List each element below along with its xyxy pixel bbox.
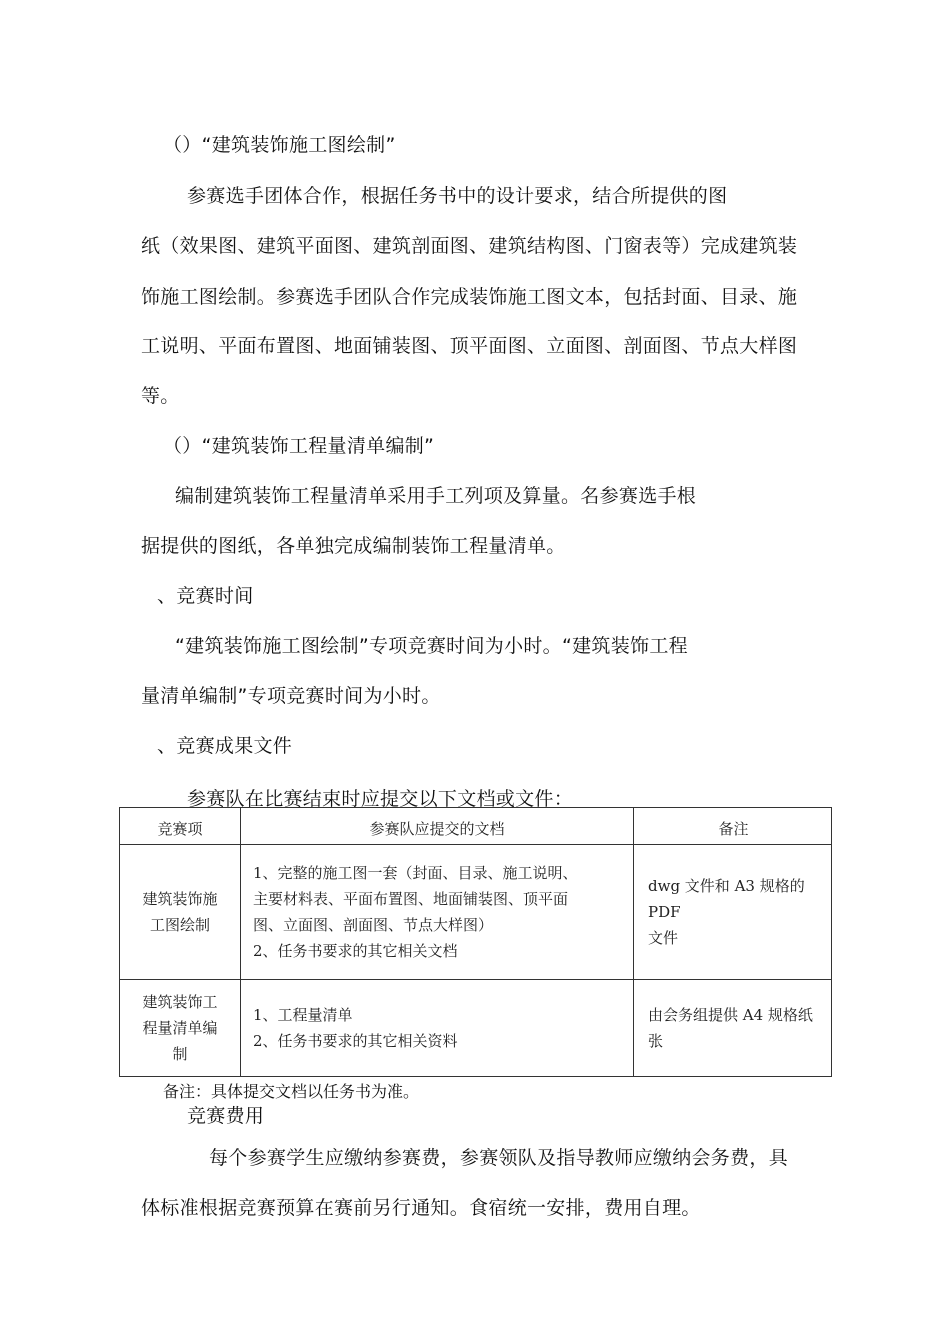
cell-line: 工图绘制: [149, 916, 210, 934]
paragraph-line: 量清单编制”专项竞赛时间为小时。: [141, 685, 441, 707]
table-cell-docs: [241, 980, 634, 1077]
table-cell-item: [120, 845, 241, 980]
cell-line: 由会务组提供 A4 规格纸: [648, 1006, 813, 1024]
table-row: [120, 980, 832, 1077]
paragraph-line: 纸（效果图、建筑平面图、建筑剖面图、建筑结构图、门窗表等）完成建筑装: [141, 235, 798, 257]
cell-line: 2、任务书要求的其它相关资料: [253, 1032, 458, 1050]
paragraph-line: “建筑装饰施工图绘制”专项竞赛时间为小时。“建筑装饰工程: [175, 635, 688, 657]
paragraph-line: 饰施工图绘制。参赛选手团队合作完成装饰施工图文本，包括封面、目录、施: [141, 286, 798, 308]
paragraph-line: 工说明、平面布置图、地面铺装图、顶平面图、立面图、剖面图、节点大样图: [141, 335, 798, 357]
paragraph-line: 参赛选手团体合作，根据任务书中的设计要求，结合所提供的图: [187, 185, 728, 207]
section-heading-competition-time: 、竞赛时间: [157, 585, 254, 607]
paragraph-line: 据提供的图纸，各单独完成编制装饰工程量清单。: [141, 535, 566, 557]
cell-line: 程量清单编: [142, 1019, 218, 1037]
cell-line: 2、任务书要求的其它相关文档: [253, 942, 458, 960]
table-cell-docs: [241, 845, 634, 980]
table-row: [120, 845, 832, 980]
deliverables-intro: 参赛队在比赛结束时应提交以下文档或文件：: [187, 788, 574, 810]
paragraph-line: 每个参赛学生应缴纳参赛费，参赛领队及指导教师应缴纳会务费，具: [209, 1147, 789, 1169]
table-header: 参赛队应提交的文档: [241, 808, 634, 845]
cell-line: 建筑装饰施: [142, 890, 218, 908]
deliverables-table: [119, 807, 832, 1077]
cell-line: dwg 文件和 A3 规格的 PDF: [648, 877, 805, 921]
cell-line: 1、完整的施工图一套（封面、目录、施工说明、: [253, 864, 578, 882]
paragraph-line: 等。: [141, 385, 180, 407]
section-heading-construction-drawing: （）“建筑装饰施工图绘制”: [163, 134, 396, 156]
section-heading-fees: 竞赛费用: [187, 1105, 265, 1127]
table-header: 备注: [634, 808, 832, 845]
cell-line: 制: [172, 1045, 188, 1063]
section-heading-deliverables: 、竞赛成果文件: [157, 735, 293, 757]
table-cell-note: [634, 980, 832, 1077]
table-cell-note: [634, 845, 832, 980]
section-heading-bill-of-quantities: （）“建筑装饰工程量清单编制”: [163, 435, 435, 457]
table-cell-item: [120, 980, 241, 1077]
table-note: 备注：具体提交文档以任务书为准。: [163, 1082, 420, 1101]
cell-line: 1、工程量清单: [253, 1006, 353, 1024]
cell-line: 图、立面图、剖面图、节点大样图）: [253, 916, 494, 934]
cell-line: 建筑装饰工: [142, 993, 218, 1011]
paragraph-line: 体标准根据竞赛预算在赛前另行通知。食宿统一安排，费用自理。: [141, 1197, 701, 1219]
table-header-row: [120, 808, 832, 845]
cell-line: 文件: [648, 929, 679, 947]
paragraph-line: 编制建筑装饰工程量清单采用手工列项及算量。名参赛选手根: [175, 485, 697, 507]
table-header: 竞赛项: [120, 808, 241, 845]
cell-line: 主要材料表、平面布置图、地面铺装图、顶平面: [253, 890, 569, 908]
cell-line: 张: [648, 1032, 664, 1050]
